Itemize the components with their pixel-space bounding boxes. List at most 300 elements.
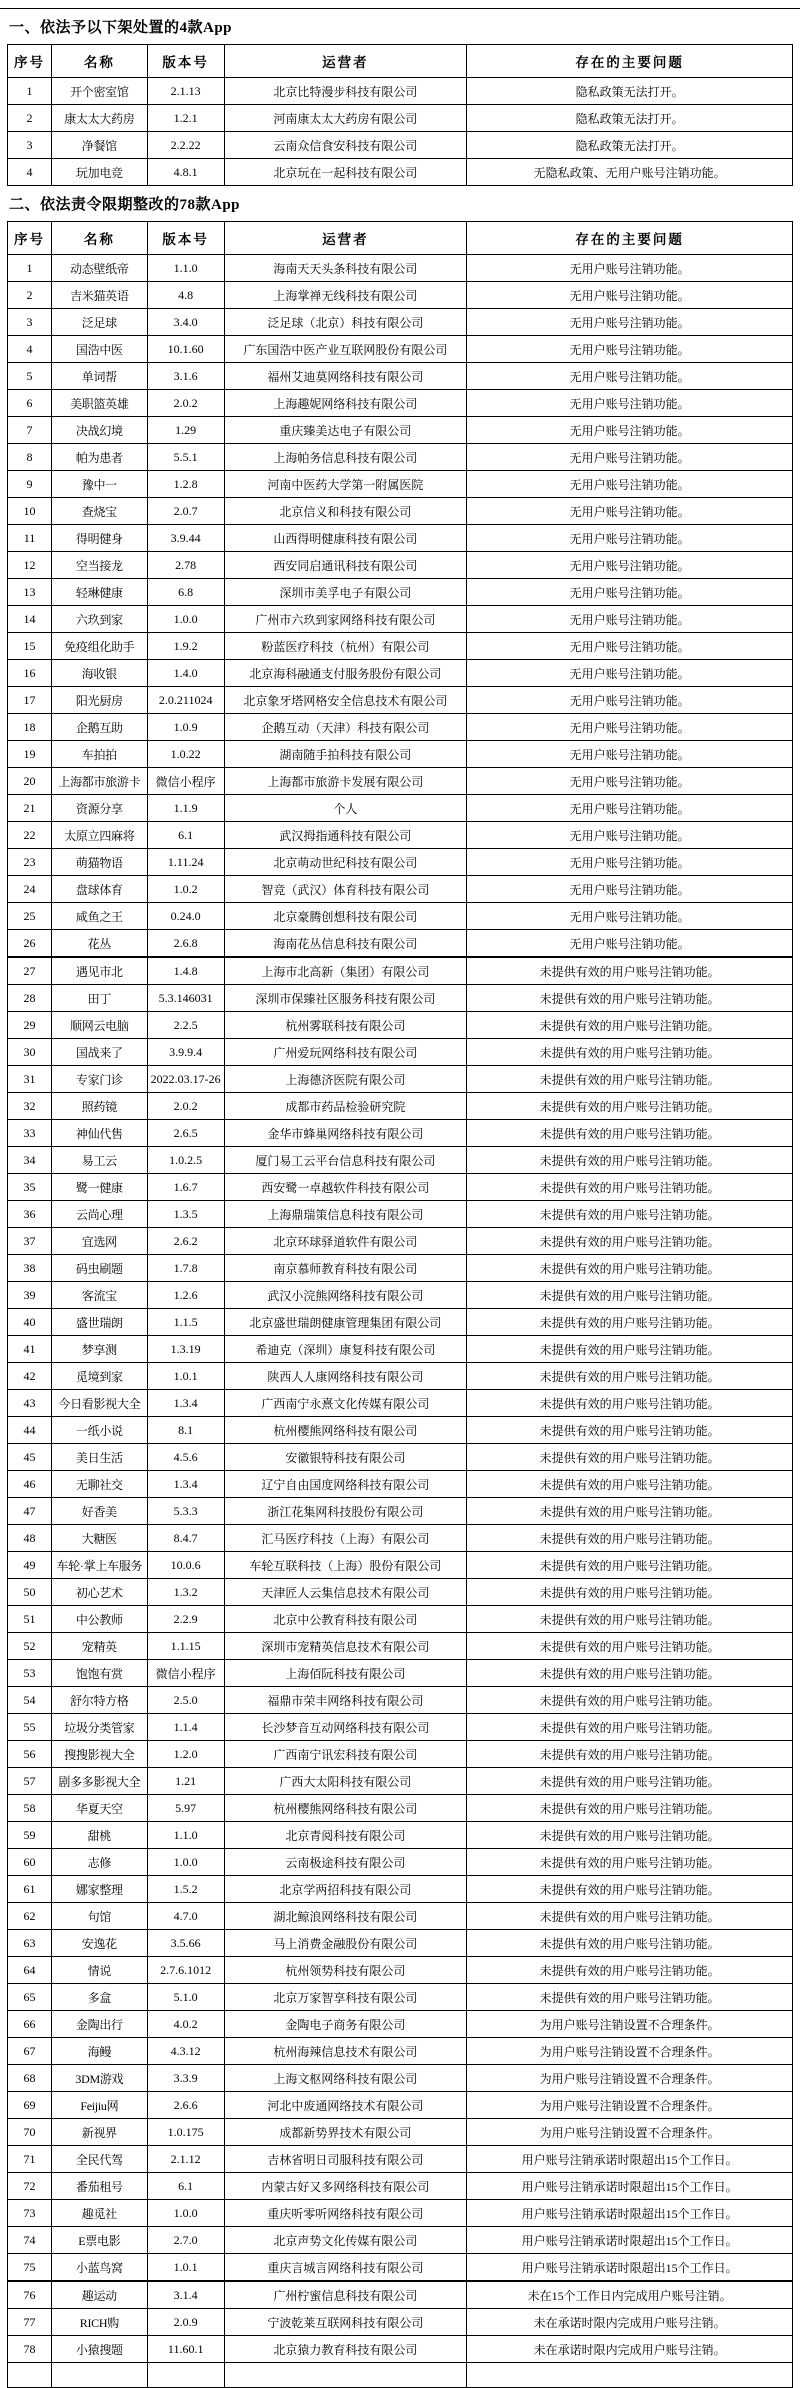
table-cell: 63 <box>8 1930 52 1957</box>
table-cell: 1.2.0 <box>147 1741 224 1768</box>
table-cell: 未提供有效的用户账号注销功能。 <box>467 1606 793 1633</box>
table-cell: 0.24.0 <box>147 903 224 930</box>
table-row <box>8 1633 793 1660</box>
table-row <box>8 795 793 822</box>
table-cell: 无用户账号注销功能。 <box>467 633 793 660</box>
table-cell: 4.5.6 <box>147 1444 224 1471</box>
table-cell: 未提供有效的用户账号注销功能。 <box>467 1147 793 1174</box>
table-cell: 1.0.22 <box>147 741 224 768</box>
table-cell: 陕西人人康网络科技有限公司 <box>224 1363 467 1390</box>
table-row <box>8 1768 793 1795</box>
table-cell: 杭州雾联科技有限公司 <box>224 1012 467 1039</box>
table-cell: 4.0.2 <box>147 2011 224 2038</box>
table-cell: 北京猿力教育科技有限公司 <box>224 2336 467 2363</box>
table-cell: 70 <box>8 2119 52 2146</box>
document-body <box>0 16 800 2388</box>
table-cell: 重庆臻美达电子有限公司 <box>224 417 467 444</box>
table-row <box>8 1228 793 1255</box>
table-cell: 17 <box>8 687 52 714</box>
table-cell: 隐私政策无法打开。 <box>467 78 793 105</box>
column-header-operator: 运营者 <box>224 45 467 78</box>
table-cell: 上海都市旅游卡发展有限公司 <box>224 768 467 795</box>
table-cell: 盘球体育 <box>51 876 147 903</box>
table-cell: 48 <box>8 1525 52 1552</box>
table-cell: 南京慕师教育科技有限公司 <box>224 1255 467 1282</box>
table-cell: 46 <box>8 1471 52 1498</box>
table-cell: 北京象牙塔网格安全信息技术有限公司 <box>224 687 467 714</box>
table-cell: 3.9.44 <box>147 525 224 552</box>
table-cell: 武汉小浣熊网络科技有限公司 <box>224 1282 467 1309</box>
table-cell: 情说 <box>51 1957 147 1984</box>
table-cell: 8 <box>8 444 52 471</box>
table-cell: 杭州樱熊网络科技有限公司 <box>224 1795 467 1822</box>
table-cell: 未提供有效的用户账号注销功能。 <box>467 1336 793 1363</box>
table-cell: 海收银 <box>51 660 147 687</box>
table-cell: 2.1.12 <box>147 2146 224 2173</box>
table-row <box>8 1363 793 1390</box>
table-cell: 39 <box>8 1282 52 1309</box>
table-cell: 甜桃 <box>51 1822 147 1849</box>
table-cell: 53 <box>8 1660 52 1687</box>
table-cell: 无用户账号注销功能。 <box>467 552 793 579</box>
table-cell: 云南极途科技有限公司 <box>224 1849 467 1876</box>
table-cell: 44 <box>8 1417 52 1444</box>
table-header-row <box>8 222 793 255</box>
table-cell: 西安同启通讯科技有限公司 <box>224 552 467 579</box>
table-cell: 未提供有效的用户账号注销功能。 <box>467 1012 793 1039</box>
table-cell: 2.0.2 <box>147 390 224 417</box>
table-cell: 3.3.9 <box>147 2065 224 2092</box>
table-cell: 帕为患者 <box>51 444 147 471</box>
table-cell: 北京万家智享科技有限公司 <box>224 1984 467 2011</box>
table-cell: 未提供有效的用户账号注销功能。 <box>467 1255 793 1282</box>
table-cell: 2.6.8 <box>147 930 224 958</box>
table-row <box>8 2011 793 2038</box>
table-row <box>8 2254 793 2282</box>
table-cell: 北京环球驿道软件有限公司 <box>224 1228 467 1255</box>
table-cell: 71 <box>8 2146 52 2173</box>
table-cell: 未提供有效的用户账号注销功能。 <box>467 1174 793 1201</box>
table-cell <box>147 2363 224 2388</box>
table-cell: 2022.03.17-26 <box>147 1066 224 1093</box>
table-row <box>8 2092 793 2119</box>
table-cell: 汇马医疗科技（上海）有限公司 <box>224 1525 467 1552</box>
table-cell: 无用户账号注销功能。 <box>467 768 793 795</box>
table-cell: 2.6.2 <box>147 1228 224 1255</box>
table-row <box>8 132 793 159</box>
table-cell: 上海佰阮科技有限公司 <box>224 1660 467 1687</box>
table-cell: 18 <box>8 714 52 741</box>
table-cell: 用户账号注销承诺时限超出15个工作日。 <box>467 2146 793 2173</box>
table-cell: 杭州领势科技有限公司 <box>224 1957 467 1984</box>
table-cell: 广州爱玩网络科技有限公司 <box>224 1039 467 1066</box>
table-cell: 1.7.8 <box>147 1255 224 1282</box>
table-cell: 觅境到家 <box>51 1363 147 1390</box>
table-header-row <box>8 45 793 78</box>
table-row <box>8 255 793 282</box>
table-cell: 1.0.175 <box>147 2119 224 2146</box>
table-cell: 成都新势界技术有限公司 <box>224 2119 467 2146</box>
page-top-rule <box>0 8 800 9</box>
table-cell: 海鳗 <box>51 2038 147 2065</box>
table-cell: 1.21 <box>147 1768 224 1795</box>
table-row <box>8 2038 793 2065</box>
table-cell: 2.7.0 <box>147 2227 224 2254</box>
table-cell: 为用户账号注销设置不合理条件。 <box>467 2038 793 2065</box>
table-cell: 无用户账号注销功能。 <box>467 687 793 714</box>
table-cell: 康太太大药房 <box>51 105 147 132</box>
table-cell: 剧多多影视大全 <box>51 1768 147 1795</box>
table-cell: 未提供有效的用户账号注销功能。 <box>467 1471 793 1498</box>
table-row <box>8 2336 793 2363</box>
table-row <box>8 579 793 606</box>
table-row <box>8 159 793 186</box>
table-cell: 用户账号注销承诺时限超出15个工作日。 <box>467 2173 793 2200</box>
table-cell: 41 <box>8 1336 52 1363</box>
table-cell: 用户账号注销承诺时限超出15个工作日。 <box>467 2227 793 2254</box>
table-cell: 查烧宝 <box>51 498 147 525</box>
table-cell: 5.97 <box>147 1795 224 1822</box>
table-row <box>8 714 793 741</box>
table-cell: 上海德济医院有限公司 <box>224 1066 467 1093</box>
table-cell: 42 <box>8 1363 52 1390</box>
table-cell: 33 <box>8 1120 52 1147</box>
table-row <box>8 930 793 958</box>
table-cell: 金陶出行 <box>51 2011 147 2038</box>
table-cell: 5 <box>8 363 52 390</box>
table-row <box>8 336 793 363</box>
table-row <box>8 1849 793 1876</box>
table-cell: 无用户账号注销功能。 <box>467 417 793 444</box>
table-row <box>8 1795 793 1822</box>
table-cell: 微信小程序 <box>147 768 224 795</box>
table-cell: 5.3.146031 <box>147 985 224 1012</box>
table-cell: 2.78 <box>147 552 224 579</box>
table-row <box>8 1930 793 1957</box>
table-cell: 29 <box>8 1012 52 1039</box>
table-cell: 2.2.22 <box>147 132 224 159</box>
table-row <box>8 282 793 309</box>
table-row <box>8 1066 793 1093</box>
table-cell: 4 <box>8 336 52 363</box>
table-cell: 25 <box>8 903 52 930</box>
table-cell: 太原立四麻将 <box>51 822 147 849</box>
table-cell: 2.2.9 <box>147 1606 224 1633</box>
table-cell: 20 <box>8 768 52 795</box>
table-row <box>8 363 793 390</box>
table-cell: 13 <box>8 579 52 606</box>
table-cell: 无用户账号注销功能。 <box>467 471 793 498</box>
table-cell: 湖北鲸浪网络科技有限公司 <box>224 1903 467 1930</box>
table-cell: 1.0.1 <box>147 1363 224 1390</box>
table-cell: 未提供有效的用户账号注销功能。 <box>467 1093 793 1120</box>
table-cell: 无用户账号注销功能。 <box>467 714 793 741</box>
table-cell: 未提供有效的用户账号注销功能。 <box>467 1930 793 1957</box>
table-cell: 52 <box>8 1633 52 1660</box>
table-cell: 重庆言城言网络科技有限公司 <box>224 2254 467 2282</box>
table-cell: 国浩中医 <box>51 336 147 363</box>
table-cell: 无用户账号注销功能。 <box>467 930 793 958</box>
table-cell: 21 <box>8 795 52 822</box>
table-cell: 未提供有效的用户账号注销功能。 <box>467 1444 793 1471</box>
table-cell: 华夏天空 <box>51 1795 147 1822</box>
table-cell: 7 <box>8 417 52 444</box>
table-cell: 湖南随手拍科技有限公司 <box>224 741 467 768</box>
table-cell: 8.1 <box>147 1417 224 1444</box>
table-cell: 未提供有效的用户账号注销功能。 <box>467 1228 793 1255</box>
table-row <box>8 2309 793 2336</box>
table-cell: 60 <box>8 1849 52 1876</box>
table-cell: 中公教师 <box>51 1606 147 1633</box>
table-cell: 27 <box>8 957 52 985</box>
table-cell: 萌猫物语 <box>51 849 147 876</box>
table-cell: 无用户账号注销功能。 <box>467 336 793 363</box>
table-cell: 句馆 <box>51 1903 147 1930</box>
table-row <box>8 1012 793 1039</box>
table-cell: 六玖到家 <box>51 606 147 633</box>
table-cell: 30 <box>8 1039 52 1066</box>
table-cell: 2.0.211024 <box>147 687 224 714</box>
table-cell: 1.3.5 <box>147 1201 224 1228</box>
table-cell: 码虫刷题 <box>51 1255 147 1282</box>
table-cell: 未提供有效的用户账号注销功能。 <box>467 1282 793 1309</box>
table-row <box>8 1120 793 1147</box>
table-cell: 57 <box>8 1768 52 1795</box>
table-cell: 1.3.19 <box>147 1336 224 1363</box>
table-cell: 未提供有效的用户账号注销功能。 <box>467 1417 793 1444</box>
table-cell: 无用户账号注销功能。 <box>467 660 793 687</box>
table-row <box>8 1498 793 1525</box>
table-cell: 58 <box>8 1795 52 1822</box>
table-cell: 38 <box>8 1255 52 1282</box>
table-cell: 1.3.4 <box>147 1390 224 1417</box>
table-cell: 2.0.2 <box>147 1093 224 1120</box>
table-cell: 2 <box>8 105 52 132</box>
table-cell: 无聊社交 <box>51 1471 147 1498</box>
table-cell: 未提供有效的用户账号注销功能。 <box>467 1552 793 1579</box>
table-cell: 资源分享 <box>51 795 147 822</box>
table-row <box>8 1552 793 1579</box>
table-cell: 未提供有效的用户账号注销功能。 <box>467 1390 793 1417</box>
table-cell: 海南天天头条科技有限公司 <box>224 255 467 282</box>
table-cell: 企鹅互助 <box>51 714 147 741</box>
table-cell: 重庆听零听网络科技有限公司 <box>224 2200 467 2227</box>
table-cell: 1.1.9 <box>147 795 224 822</box>
table-cell: 15 <box>8 633 52 660</box>
table-cell: 未提供有效的用户账号注销功能。 <box>467 1795 793 1822</box>
table-cell: 无用户账号注销功能。 <box>467 363 793 390</box>
table-cell: 未提供有效的用户账号注销功能。 <box>467 1498 793 1525</box>
table-row <box>8 687 793 714</box>
table-cell: 19 <box>8 741 52 768</box>
table-cell: 北京比特漫步科技有限公司 <box>224 78 467 105</box>
table-cell: 47 <box>8 1498 52 1525</box>
table-cell: 10 <box>8 498 52 525</box>
table-row <box>8 2065 793 2092</box>
table-cell: 易工云 <box>51 1147 147 1174</box>
table-cell: 无隐私政策、无用户账号注销功能。 <box>467 159 793 186</box>
table-row <box>8 822 793 849</box>
table-row <box>8 633 793 660</box>
table-row <box>8 78 793 105</box>
table-cell: 北京声势文化传媒有限公司 <box>224 2227 467 2254</box>
table-cell: 22 <box>8 822 52 849</box>
table-cell: 大糖医 <box>51 1525 147 1552</box>
table-cell: 车轮互联科技（上海）股份有限公司 <box>224 1552 467 1579</box>
table-row <box>8 985 793 1012</box>
table-cell: 美职篮英雄 <box>51 390 147 417</box>
table-cell: 玩加电竞 <box>51 159 147 186</box>
table-cell: 杭州樱熊网络科技有限公司 <box>224 1417 467 1444</box>
table-cell: 希迪克（深圳）康复科技有限公司 <box>224 1336 467 1363</box>
table-row <box>8 525 793 552</box>
table-cell: 1.0.2.5 <box>147 1147 224 1174</box>
table-cell: 6.8 <box>147 579 224 606</box>
table-cell: 未提供有效的用户账号注销功能。 <box>467 1984 793 2011</box>
table-cell: 未提供有效的用户账号注销功能。 <box>467 1849 793 1876</box>
table-cell: 28 <box>8 985 52 1012</box>
table-cell: 35 <box>8 1174 52 1201</box>
table-row <box>8 2227 793 2254</box>
table-cell: 37 <box>8 1228 52 1255</box>
section-one-title: 一、依法予以下架处置的4款App <box>9 20 233 36</box>
table-cell: 无用户账号注销功能。 <box>467 309 793 336</box>
table-cell: 67 <box>8 2038 52 2065</box>
table-row <box>8 1147 793 1174</box>
table-cell: 1.0.1 <box>147 2254 224 2282</box>
table-row <box>8 1525 793 1552</box>
table-cell: 未提供有效的用户账号注销功能。 <box>467 1579 793 1606</box>
table-cell: 小蓝鸟窝 <box>51 2254 147 2282</box>
table-row <box>8 1336 793 1363</box>
table-cell: 美日生活 <box>51 1444 147 1471</box>
table-cell: 轻琳健康 <box>51 579 147 606</box>
table-cell: 34 <box>8 1147 52 1174</box>
table-cell: 深圳市保臻社区服务科技有限公司 <box>224 985 467 1012</box>
table-cell: 5.1.0 <box>147 1984 224 2011</box>
table-cell: 山西得明健康科技有限公司 <box>224 525 467 552</box>
table-cell: 1.0.9 <box>147 714 224 741</box>
table-cell: 1.9.2 <box>147 633 224 660</box>
table-cell: 净餐馆 <box>51 132 147 159</box>
column-header-name: 名称 <box>51 45 147 78</box>
table-cell: 垃圾分类管家 <box>51 1714 147 1741</box>
table-cell: 北京信义和科技有限公司 <box>224 498 467 525</box>
table-row <box>8 1606 793 1633</box>
table-row <box>8 903 793 930</box>
delisted-apps-table <box>7 44 793 186</box>
table-cell: 无用户账号注销功能。 <box>467 390 793 417</box>
table-cell: 浙江花集网科技股份有限公司 <box>224 1498 467 1525</box>
table-cell: 照药镜 <box>51 1093 147 1120</box>
table-cell: 无用户账号注销功能。 <box>467 444 793 471</box>
table-row <box>8 1309 793 1336</box>
table-cell: 5.5.1 <box>147 444 224 471</box>
table-cell: 宜选网 <box>51 1228 147 1255</box>
column-header-index: 序号 <box>8 222 52 255</box>
table-cell <box>224 2363 467 2388</box>
table-row <box>8 444 793 471</box>
table-cell: 北京豪腾创想科技有限公司 <box>224 903 467 930</box>
table-cell: 2.0.9 <box>147 2309 224 2336</box>
table-cell: 豫中一 <box>51 471 147 498</box>
table-cell: 4.7.0 <box>147 1903 224 1930</box>
table-cell: 9 <box>8 471 52 498</box>
cutoff-empty-row <box>8 2363 793 2388</box>
table-cell: 16 <box>8 660 52 687</box>
column-header-version: 版本号 <box>147 45 224 78</box>
table-cell: 好香美 <box>51 1498 147 1525</box>
table-row <box>8 390 793 417</box>
table-cell: 未提供有效的用户账号注销功能。 <box>467 1714 793 1741</box>
table-cell: 金陶电子商务有限公司 <box>224 2011 467 2038</box>
table-cell: 武汉拇指通科技有限公司 <box>224 822 467 849</box>
table-cell: 饱饱有赏 <box>51 1660 147 1687</box>
table-cell: 智竞（武汉）体育科技有限公司 <box>224 876 467 903</box>
table-cell: 空当接龙 <box>51 552 147 579</box>
table-cell: 吉米猫英语 <box>51 282 147 309</box>
table-cell: 2.6.5 <box>147 1120 224 1147</box>
table-cell: 74 <box>8 2227 52 2254</box>
table-cell: 未提供有效的用户账号注销功能。 <box>467 1903 793 1930</box>
table-cell: 4.3.12 <box>147 2038 224 2065</box>
table-cell: 未提供有效的用户账号注销功能。 <box>467 1120 793 1147</box>
table-cell: 福鼎市荣丰网络科技有限公司 <box>224 1687 467 1714</box>
table-cell: 24 <box>8 876 52 903</box>
table-cell: 未提供有效的用户账号注销功能。 <box>467 985 793 1012</box>
table-cell: 未提供有效的用户账号注销功能。 <box>467 1201 793 1228</box>
table-cell: 未提供有效的用户账号注销功能。 <box>467 957 793 985</box>
table-cell: 深圳市宠精英信息技术有限公司 <box>224 1633 467 1660</box>
table-cell: 决战幻境 <box>51 417 147 444</box>
table-cell: 3.1.6 <box>147 363 224 390</box>
table-cell: 深圳市美孚电子有限公司 <box>224 579 467 606</box>
table-cell: 单词帮 <box>51 363 147 390</box>
table-cell: 1.0.0 <box>147 2200 224 2227</box>
table-cell: 梦享测 <box>51 1336 147 1363</box>
table-cell: 4.8 <box>147 282 224 309</box>
table-cell: 咸鱼之王 <box>51 903 147 930</box>
table-cell: 吉林省明日司服科技有限公司 <box>224 2146 467 2173</box>
table-row <box>8 849 793 876</box>
section-two-title: 二、依法责令限期整改的78款App <box>9 197 241 213</box>
table-cell: 为用户账号注销设置不合理条件。 <box>467 2065 793 2092</box>
table-cell: 阳光厨房 <box>51 687 147 714</box>
table-cell: 1.0.2 <box>147 876 224 903</box>
table-cell: 2.0.7 <box>147 498 224 525</box>
table-cell: 上海文枢网络科技有限公司 <box>224 2065 467 2092</box>
table-cell: 3.9.9.4 <box>147 1039 224 1066</box>
table-cell: 趣运动 <box>51 2281 147 2309</box>
table-cell: 无用户账号注销功能。 <box>467 525 793 552</box>
table-cell: 未提供有效的用户账号注销功能。 <box>467 1822 793 1849</box>
table-row <box>8 1660 793 1687</box>
table-cell <box>51 2363 147 2388</box>
table-cell: 舒尔特方格 <box>51 1687 147 1714</box>
table-cell: 1.0.0 <box>147 606 224 633</box>
table-cell: 国战来了 <box>51 1039 147 1066</box>
table-cell: 上海鼎瑞策信息科技有限公司 <box>224 1201 467 1228</box>
table-cell: 1.6.7 <box>147 1174 224 1201</box>
table-cell: 微信小程序 <box>147 1660 224 1687</box>
table-row <box>8 2281 793 2309</box>
table-row <box>8 1687 793 1714</box>
table-cell: 3 <box>8 309 52 336</box>
table-cell: 志修 <box>51 1849 147 1876</box>
table-cell: 为用户账号注销设置不合理条件。 <box>467 2092 793 2119</box>
table-cell: 69 <box>8 2092 52 2119</box>
table-cell: 一纸小说 <box>51 1417 147 1444</box>
